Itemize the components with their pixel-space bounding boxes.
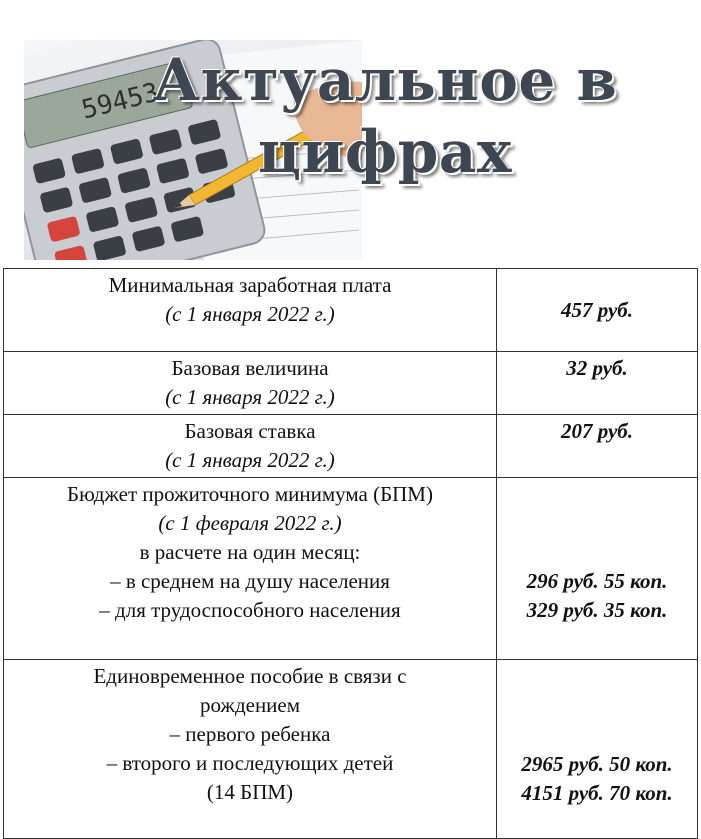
row-period: (с 1 января 2022 г.) xyxy=(165,385,335,409)
row-item: – для трудоспособного населения xyxy=(99,598,401,622)
table-row xyxy=(4,415,698,478)
row-label: Базовая ставка xyxy=(184,419,316,443)
table-row xyxy=(4,660,698,839)
row-label: Бюджет прожиточного минимума (БПМ) xyxy=(67,482,433,506)
row-value xyxy=(497,660,698,839)
row-label: Единовременное пособие в связи с xyxy=(93,664,407,688)
row-item: (14 БПМ) xyxy=(206,780,294,804)
row-value-1: 2965 руб. 50 коп. xyxy=(521,752,673,776)
row-description xyxy=(4,660,497,839)
figures-table xyxy=(3,268,698,839)
row-value-2: 329 руб. 35 коп. xyxy=(526,598,668,622)
row-label: Базовая величина xyxy=(171,356,329,380)
row-value: 457 руб. xyxy=(497,269,698,352)
row-item: – первого ребенка xyxy=(169,722,331,746)
row-value: 32 руб. xyxy=(497,352,698,415)
row-item: – в среднем на душу населения xyxy=(110,569,390,593)
row-label: Минимальная заработная плата xyxy=(108,273,392,297)
row-subtitle: в расчете на один месяц: xyxy=(139,540,361,564)
row-value: 207 руб. xyxy=(497,415,698,478)
page-title xyxy=(150,44,620,188)
row-description xyxy=(4,478,497,660)
row-value xyxy=(497,478,698,660)
row-description xyxy=(4,269,497,352)
row-value-2: 4151 руб. 70 коп. xyxy=(521,781,673,805)
row-period: (с 1 февраля 2022 г.) xyxy=(158,511,342,535)
row-value-1: 296 руб. 55 коп. xyxy=(526,569,668,593)
table-row xyxy=(4,269,698,352)
row-item: – второго и последующих детей xyxy=(106,751,394,775)
title-line-1: Актуальное в xyxy=(152,46,618,114)
table-row xyxy=(4,478,698,660)
title-line-2: цифрах xyxy=(258,118,512,186)
row-description xyxy=(4,415,497,478)
row-description xyxy=(4,352,497,415)
table-row xyxy=(4,352,698,415)
row-period: (с 1 января 2022 г.) xyxy=(165,448,335,472)
row-label: рождением xyxy=(199,693,301,717)
row-period: (с 1 января 2022 г.) xyxy=(165,302,335,326)
display-digits: 59453 xyxy=(78,77,162,126)
